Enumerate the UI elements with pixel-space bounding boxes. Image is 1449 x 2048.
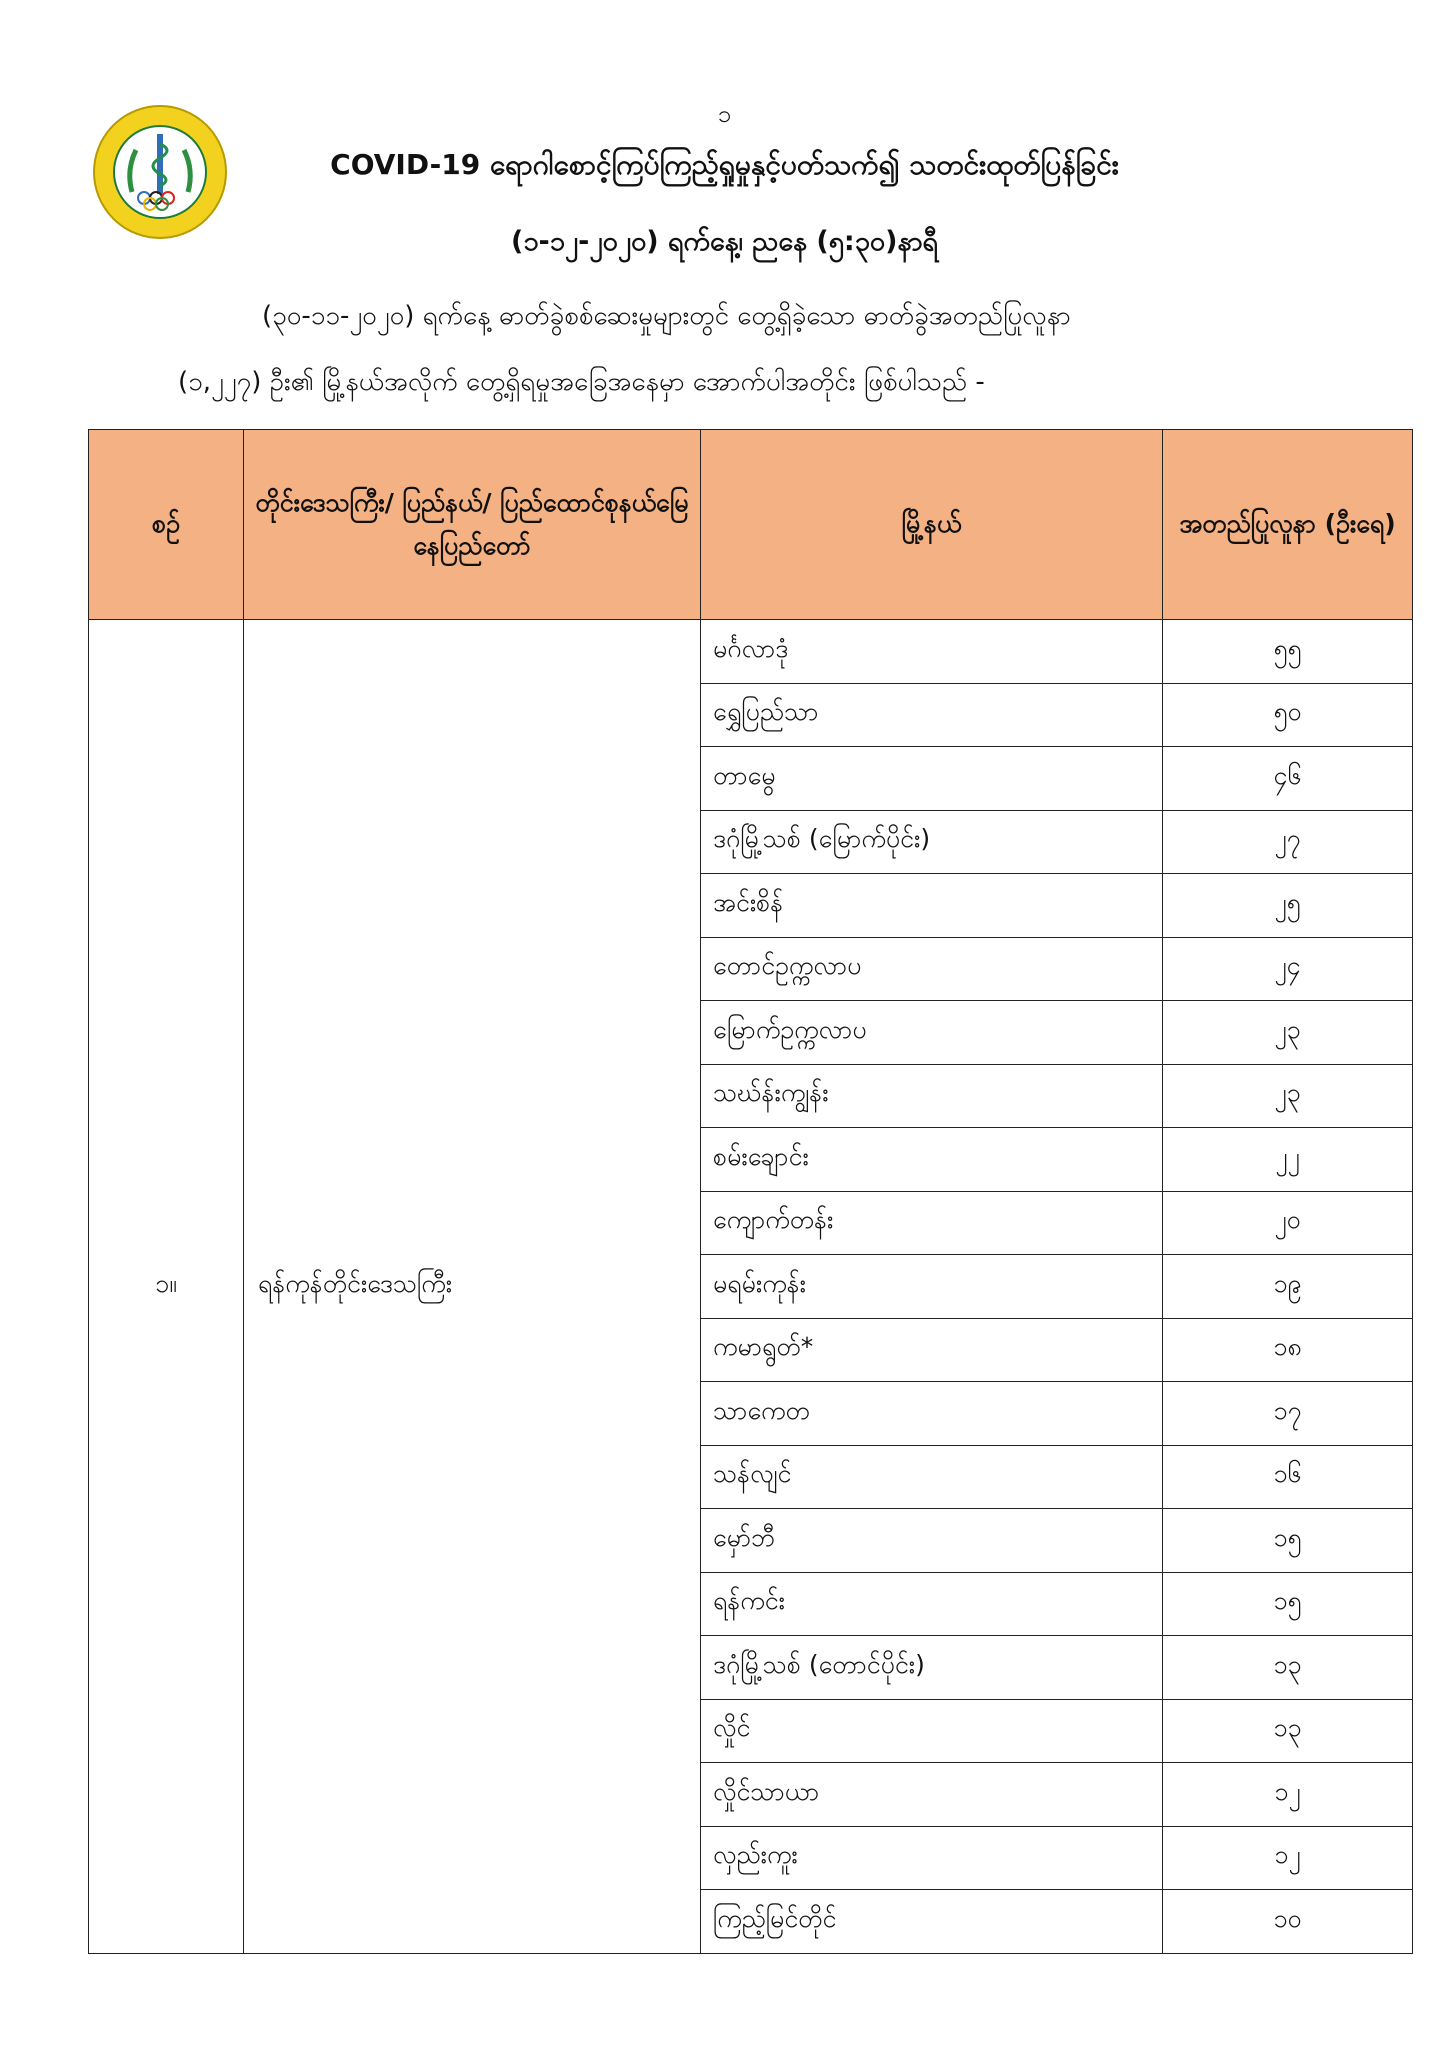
township-name: မင်္ဂလာဒုံ xyxy=(701,620,1163,684)
confirmed-count: ၁၈ xyxy=(1163,1318,1413,1382)
township-cases-table xyxy=(88,429,1413,1954)
intro-line-2: (၁,၂၂၇) ဦး၏ မြို့နယ်အလိုက် တွေ့ရှိရမှုအခြေအနေမှာ အောက်ပါအတိုင်း ဖြစ်ပါသည် - xyxy=(178,367,985,397)
township-name: တာမွေ xyxy=(701,747,1163,811)
page-number: ၁ xyxy=(717,100,732,128)
column-header-confirmed: အတည်ပြုလူနာ (ဦးရေ) xyxy=(1163,430,1413,620)
township-name: မရမ်းကုန်း xyxy=(701,1255,1163,1319)
township-name: စမ်းချောင်း xyxy=(701,1128,1163,1192)
region-name: ရန်ကုန်တိုင်းဒေသကြီး xyxy=(244,620,701,1954)
confirmed-count: ၁၃ xyxy=(1163,1636,1413,1700)
township-name: အင်းစိန် xyxy=(701,874,1163,938)
confirmed-count: ၁၆ xyxy=(1163,1445,1413,1509)
township-name: လှည်းကူး xyxy=(701,1826,1163,1890)
confirmed-count: ၂၃ xyxy=(1163,1001,1413,1065)
row-serial-number: ၁။ xyxy=(89,620,244,1954)
confirmed-count: ၁၃ xyxy=(1163,1699,1413,1763)
column-header-sr: စဉ် xyxy=(89,430,244,620)
intro-line-1: (၃၀-၁၁-၂၀၂၀) ရက်နေ့ ဓာတ်ခွဲစစ်ဆေးမှုများတွင် တွေ့ရှိခဲ့သော ဓာတ်ခွဲအတည်ပြုလူနာ xyxy=(262,301,1071,331)
township-name: ကမာရွတ်* xyxy=(701,1318,1163,1382)
township-name: သဃ်န်းကျွန်း xyxy=(701,1064,1163,1128)
column-header-region: တိုင်းဒေသကြီး/ ပြည်နယ်/ ပြည်ထောင်စုနယ်မြေ နေပြည်တော် xyxy=(244,430,701,620)
confirmed-count: ၅၀ xyxy=(1163,683,1413,747)
township-name: ရန်ကင်း xyxy=(701,1572,1163,1636)
table-body xyxy=(89,620,1413,1954)
confirmed-count: ၁၉ xyxy=(1163,1255,1413,1319)
township-name: သာကေတ xyxy=(701,1382,1163,1446)
township-name: ဒဂုံမြို့သစ် (မြောက်ပိုင်း) xyxy=(701,810,1163,874)
table-row xyxy=(89,620,1413,684)
township-name: ဒဂုံမြို့သစ် (တောင်ပိုင်း) xyxy=(701,1636,1163,1700)
confirmed-count: ၂၃ xyxy=(1163,1064,1413,1128)
township-name: လှိုင်သာယာ xyxy=(701,1763,1163,1827)
confirmed-count: ၂၀ xyxy=(1163,1191,1413,1255)
confirmed-count: ၄၆ xyxy=(1163,747,1413,811)
township-name: လှိုင် xyxy=(701,1699,1163,1763)
township-name: ရွှေပြည်သာ xyxy=(701,683,1163,747)
confirmed-count: ၅၅ xyxy=(1163,620,1413,684)
page-title: COVID-19 ရောဂါစောင့်ကြပ်ကြည့်ရှုမှုနှင့်ပတ်သက်၍ သတင်းထုတ်ပြန်ခြင်း xyxy=(330,148,1119,181)
column-header-township: မြို့နယ် xyxy=(701,430,1163,620)
confirmed-count: ၁၀ xyxy=(1163,1890,1413,1954)
township-name: တောင်ဥက္ကလာပ xyxy=(701,937,1163,1001)
report-datetime: (၁-၁၂-၂၀၂၀) ရက်နေ့၊ ညနေ (၅:၃၀)နာရီ xyxy=(510,226,939,257)
confirmed-count: ၁၂ xyxy=(1163,1763,1413,1827)
confirmed-count: ၂၅ xyxy=(1163,874,1413,938)
township-name: မြောက်ဥက္ကလာပ xyxy=(701,1001,1163,1065)
confirmed-count: ၂၂ xyxy=(1163,1128,1413,1192)
confirmed-count: ၁၅ xyxy=(1163,1572,1413,1636)
township-name: ကြည့်မြင်တိုင် xyxy=(701,1890,1163,1954)
confirmed-count: ၂၇ xyxy=(1163,810,1413,874)
township-name: သန်လျင် xyxy=(701,1445,1163,1509)
table-header-row xyxy=(89,430,1413,620)
confirmed-count: ၁၂ xyxy=(1163,1826,1413,1890)
confirmed-count: ၂၄ xyxy=(1163,937,1413,1001)
township-name: မှော်ဘီ xyxy=(701,1509,1163,1573)
confirmed-count: ၁၅ xyxy=(1163,1509,1413,1573)
township-name: ကျောက်တန်း xyxy=(701,1191,1163,1255)
confirmed-count: ၁၇ xyxy=(1163,1382,1413,1446)
